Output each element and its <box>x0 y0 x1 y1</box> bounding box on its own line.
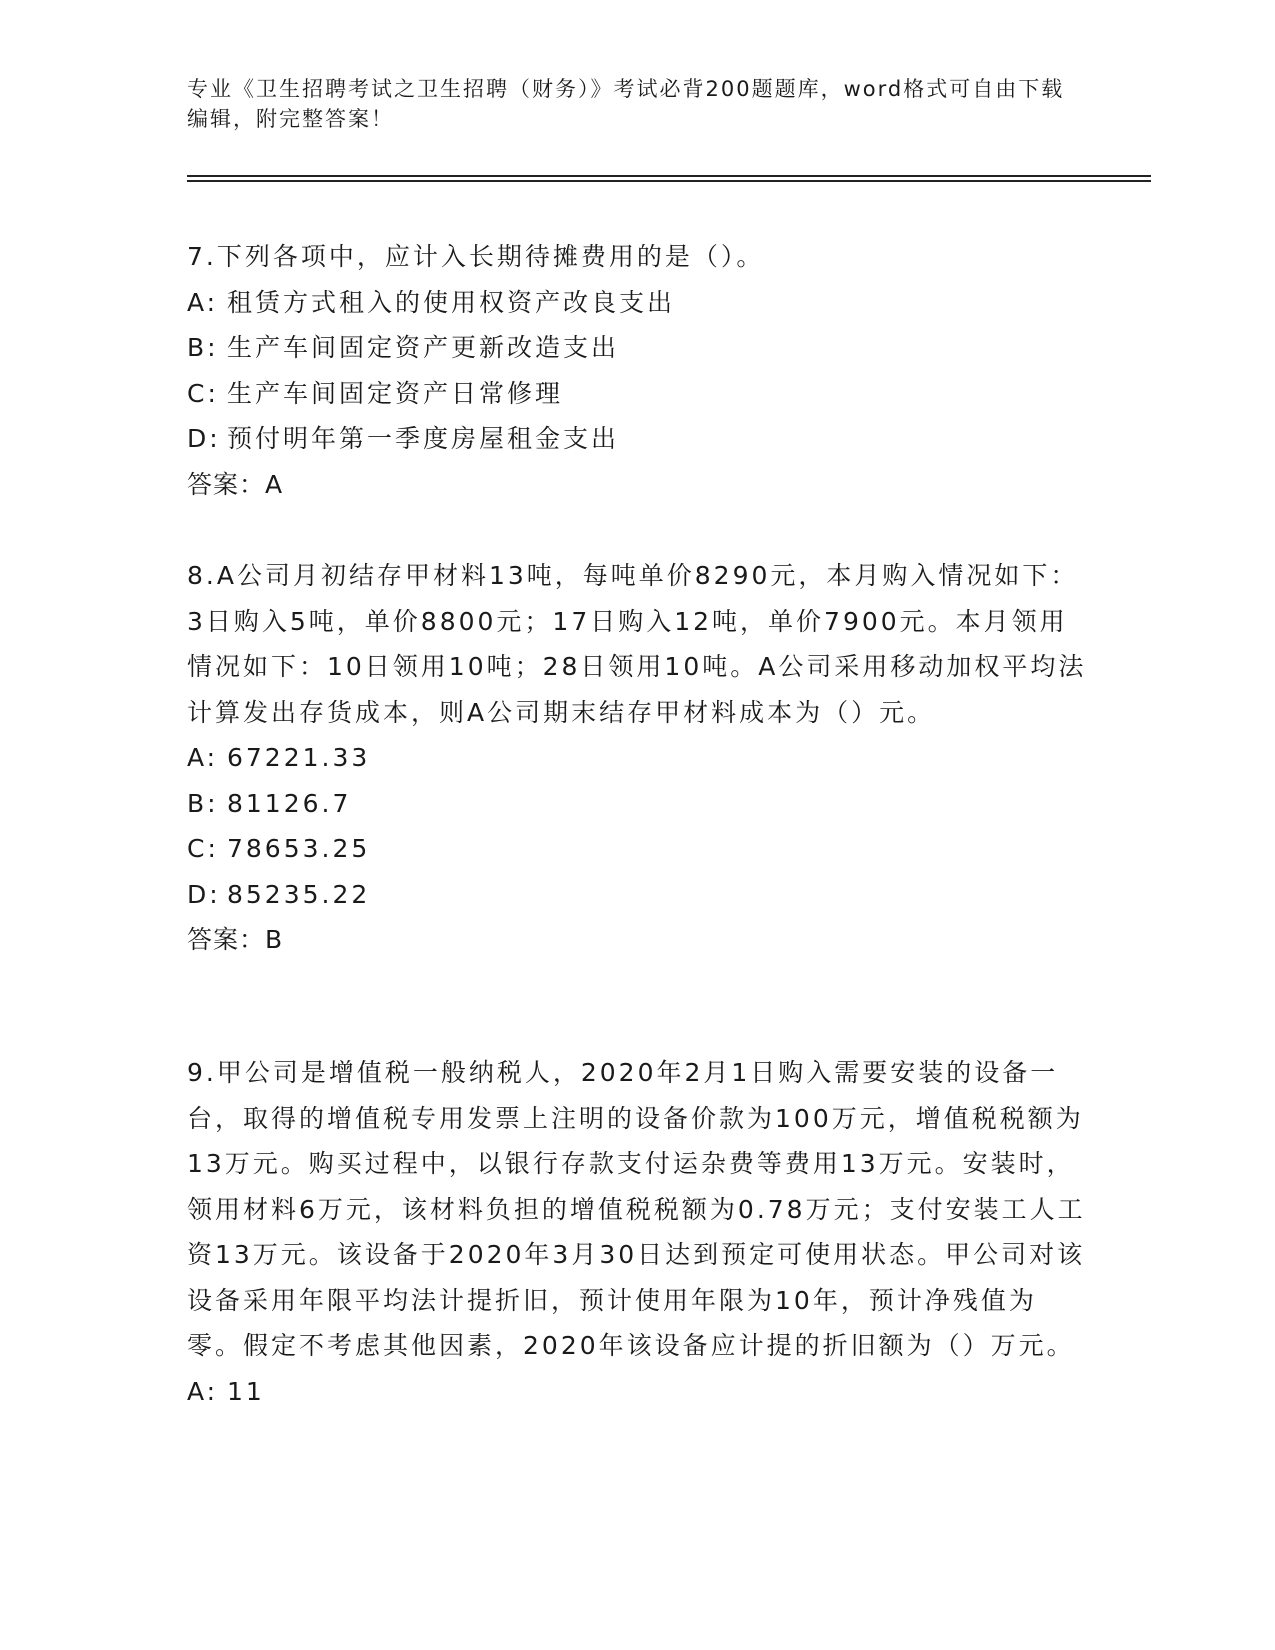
option-key: A: <box>187 287 219 317</box>
option-a <box>187 280 1087 326</box>
option-c <box>187 371 1087 417</box>
option-key: C: <box>187 834 219 863</box>
answer-line: 答案：A <box>187 469 284 499</box>
option-b <box>187 781 1087 827</box>
option-text: 78653.25 <box>227 834 371 863</box>
question-text: 9.甲公司是增值税一般纳税人，2020年2月1日购入需要安装的设备一台，取得的增值税专用发票上注明的设备价款为100万元，增值税税额为13万元。购买过程中，以银行存款支付运杂费等费用13万元。安装时，领用材料6万元，该材料负担的增值税税额为0.78万元；支付安装工人工资13万元。该设备于2020年3月30日达到预定可使用状态。甲公司对该设备采用年限平均法计提折旧，预计使用年限为10年，预计净残值为零。假定不考虑其他因素，2020年该设备应计提的折旧额为（）万元。 <box>187 1058 1086 1360</box>
option-a <box>187 1369 1087 1415</box>
option-text: 81126.7 <box>227 788 352 818</box>
option-text: 67221.33 <box>227 743 371 772</box>
question-8 <box>187 553 1087 963</box>
option-key: B: <box>187 333 219 362</box>
question-9 <box>187 1050 1087 1414</box>
header-divider-top <box>187 175 1151 177</box>
option-text: 预付明年第一季度房屋租金支出 <box>227 424 620 453</box>
option-key: B: <box>187 788 219 818</box>
document-header <box>187 74 1067 134</box>
header-title: 专业《卫生招聘考试之卫生招聘（财务）》考试必背200题题库，word格式可自由下载编辑，附完整答案！ <box>187 77 1065 131</box>
option-key: D: <box>187 879 221 909</box>
header-divider-bottom <box>187 180 1151 182</box>
option-d <box>187 872 1087 918</box>
option-c <box>187 826 1087 872</box>
question-text: 8.A公司月初结存甲材料13吨，每吨单价8290元，本月购入情况如下：3日购入5吨，单价8800元；17日购入12吨，单价7900元。本月领用情况如下：10日领用10吨；28日领用10吨。A公司采用移动加权平均法计算发出存货成本，则A公司期末结存甲材料成本为（）元。 <box>187 561 1087 727</box>
question-7 <box>187 234 1087 507</box>
option-text: 11 <box>227 1376 265 1406</box>
option-key: D: <box>187 424 221 453</box>
question-text: 7.下列各项中，应计入长期待摊费用的是（）。 <box>187 242 765 271</box>
option-d <box>187 416 1087 462</box>
option-text: 租赁方式租入的使用权资产改良支出 <box>227 287 676 317</box>
option-key: C: <box>187 378 219 408</box>
option-b <box>187 325 1087 371</box>
option-a <box>187 735 1087 781</box>
option-text: 85235.22 <box>227 879 371 909</box>
option-text: 生产车间固定资产更新改造支出 <box>227 333 620 362</box>
option-key: A: <box>187 743 219 772</box>
option-text: 生产车间固定资产日常修理 <box>227 378 564 408</box>
answer-line: 答案：B <box>187 925 284 954</box>
option-key: A: <box>187 1376 219 1406</box>
